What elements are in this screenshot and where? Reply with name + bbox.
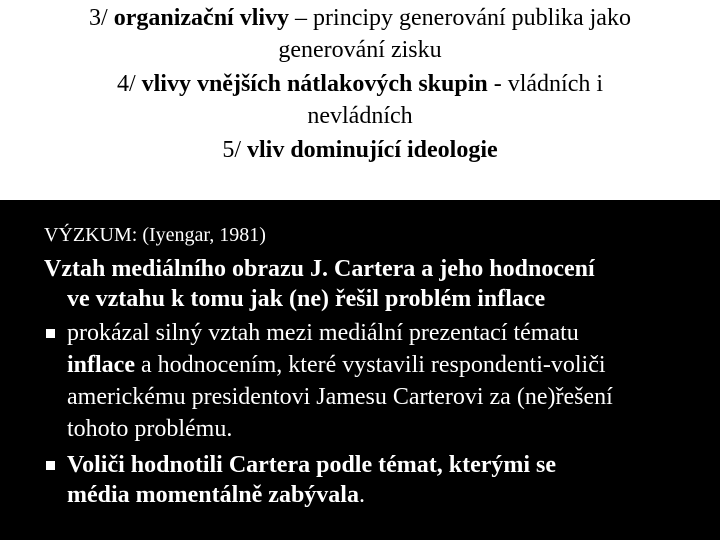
bullet-1-line-4: tohoto problému. [67, 416, 233, 442]
bullet-1-line-3: americkému presidentovi Jamesu Carterovi za (ne)řešení [67, 384, 613, 410]
research-label: VÝZKUM: (Iyengar, 1981) [44, 224, 266, 246]
bullet-square-icon [46, 461, 55, 470]
influence-line-3 [0, 2, 720, 34]
influence-line-5 [0, 134, 720, 166]
influence-line-4-cont: nevládních [307, 103, 413, 129]
research-section [0, 200, 720, 540]
influence-desc-3: – principy generování publika jako [289, 5, 631, 31]
influence-number-3: 3/ [89, 5, 114, 31]
bullet-1-line-2-text: a hodnocením, které vystavili respondenti-voliči [134, 352, 606, 378]
research-heading-line-1: Vztah mediálního obrazu J. Cartera a jeho hodnocení [44, 256, 595, 282]
influence-title-5: vliv dominující ideologie [246, 137, 498, 163]
bullet-2-line-1: Voliči hodnotili Cartera podle témat, kterými se [67, 452, 557, 478]
influence-desc-4: - vládních i [487, 71, 604, 97]
influence-number-4: 4/ [116, 71, 142, 97]
influence-line-4 [0, 68, 720, 100]
bullet-square-icon [46, 329, 55, 338]
bullet-2-line-2 [67, 480, 365, 510]
influence-number-5: 5/ [222, 137, 247, 163]
bullet-2-keyword: média momentálně zabývala [67, 482, 359, 508]
bullet-1-line-1: prokázal silný vztah mezi mediální prezentací tématu [67, 320, 579, 346]
influence-title-4: vlivy vnějších nátlakových skupin [141, 71, 488, 97]
top-section [0, 0, 720, 200]
bullet-1-keyword: inflace [67, 352, 135, 378]
bullet-2-period: . [358, 482, 365, 508]
research-heading-line-2: ve vztahu k tomu jak (ne) řešil problém inflace [67, 286, 546, 312]
bullet-1-line-2 [67, 350, 606, 380]
influence-line-3-cont: generování zisku [278, 37, 442, 63]
influence-title-3: organizační vlivy [113, 5, 290, 31]
